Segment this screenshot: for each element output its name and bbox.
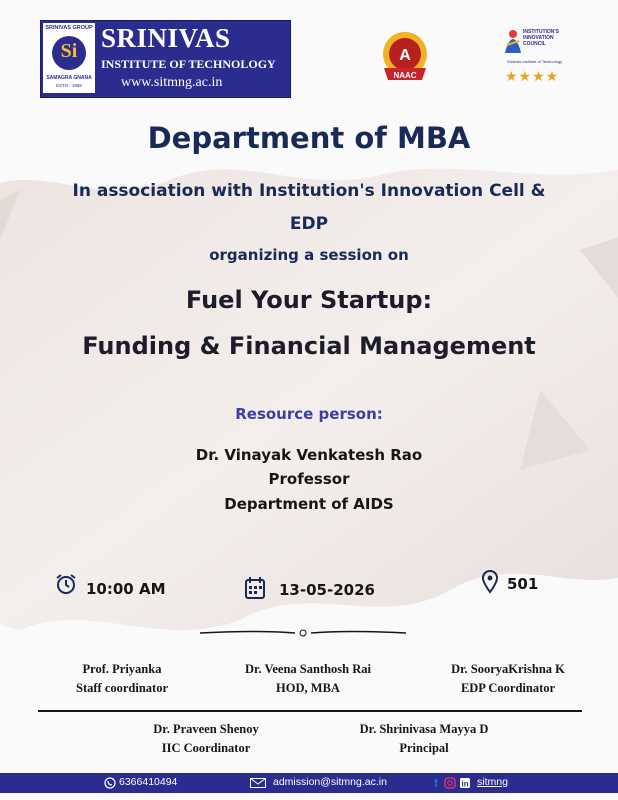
group-label: SRINIVAS GROUP bbox=[45, 25, 93, 31]
monogram-circle bbox=[52, 36, 86, 70]
speaker-designation: Professor bbox=[268, 470, 350, 488]
signatory-divider-line bbox=[38, 710, 582, 712]
department-heading: Department of MBA bbox=[147, 121, 471, 155]
contact-footer bbox=[0, 773, 618, 793]
speaker-department: Department of AIDS bbox=[224, 495, 394, 513]
signatory-role: Principal bbox=[399, 741, 449, 755]
instagram-icon bbox=[445, 778, 455, 788]
established: ESTD : 1988 bbox=[56, 83, 82, 88]
association-line: In association with Institution's Innovation Cell & bbox=[72, 181, 546, 201]
signatory-name: Prof. Priyanka bbox=[82, 662, 162, 676]
resource-person-label: Resource person: bbox=[235, 405, 383, 423]
naac-grade: A bbox=[399, 47, 411, 64]
whatsapp-icon bbox=[104, 777, 116, 789]
monogram: Si bbox=[60, 40, 78, 62]
social-icons bbox=[433, 777, 475, 789]
session-title-line-1: Fuel Your Startup: bbox=[185, 286, 433, 314]
naac-badge-icon bbox=[372, 28, 438, 86]
event-venue: 501 bbox=[507, 575, 539, 593]
iic-figure-icon bbox=[503, 29, 523, 55]
signatory-name: Dr. Veena Santhosh Rai bbox=[245, 662, 371, 676]
footer-email[interactable]: admission@sitmng.ac.in bbox=[273, 776, 387, 788]
signatory-edp-coordinator bbox=[424, 660, 592, 698]
footer-phone[interactable]: 6366410494 bbox=[119, 776, 178, 788]
event-time: 10:00 AM bbox=[86, 580, 166, 598]
facebook-icon: f bbox=[434, 778, 438, 789]
institute-logo bbox=[40, 20, 291, 98]
ornamental-divider bbox=[200, 628, 406, 638]
email-icon bbox=[250, 778, 266, 788]
svg-text:in: in bbox=[461, 779, 469, 789]
institute-subtitle: INSTITUTE OF TECHNOLOGY bbox=[101, 57, 276, 71]
location-pin-icon bbox=[482, 570, 498, 594]
alarm-clock-icon bbox=[55, 573, 77, 595]
signatory-name: Dr. SooryaKrishna K bbox=[451, 662, 565, 676]
iic-stars: ★★★★ bbox=[505, 69, 560, 85]
association-line-2: EDP bbox=[289, 214, 329, 234]
signatory-iic-coordinator bbox=[126, 720, 286, 758]
signatory-hod bbox=[220, 660, 396, 698]
institute-name: SRINIVAS bbox=[101, 23, 231, 53]
signatory-principal bbox=[334, 720, 514, 758]
iic-subtitle: Srinivas Institute of Technology bbox=[507, 59, 563, 64]
event-date: 13-05-2026 bbox=[279, 581, 375, 599]
institute-website: www.sitmng.ac.in bbox=[121, 75, 223, 90]
naac-label: NAAC bbox=[393, 71, 417, 80]
speaker-name: Dr. Vinayak Venkatesh Rao bbox=[195, 446, 423, 464]
session-title-line-2: Funding & Financial Management bbox=[82, 332, 536, 360]
footer-social-handle[interactable]: sitmng bbox=[477, 776, 508, 788]
organizing-line: organizing a session on bbox=[209, 246, 409, 264]
signatory-role: IIC Coordinator bbox=[161, 741, 251, 755]
iic-title: INSTITUTION'S INNOVATION COUNCIL bbox=[523, 29, 559, 47]
motto: SAMAGRA GNANA bbox=[46, 75, 92, 81]
signatory-name: Dr. Shrinivasa Mayya D bbox=[359, 722, 489, 736]
iic-logo bbox=[497, 27, 576, 87]
signatory-role: EDP Coordinator bbox=[460, 681, 556, 695]
signatory-name: Dr. Praveen Shenoy bbox=[153, 722, 259, 736]
calendar-icon bbox=[244, 576, 266, 600]
signatory-role: Staff coordinator bbox=[76, 681, 168, 695]
signatory-role: HOD, MBA bbox=[276, 681, 340, 695]
institute-seal bbox=[43, 23, 95, 93]
signatory-staff-coordinator bbox=[52, 660, 192, 698]
